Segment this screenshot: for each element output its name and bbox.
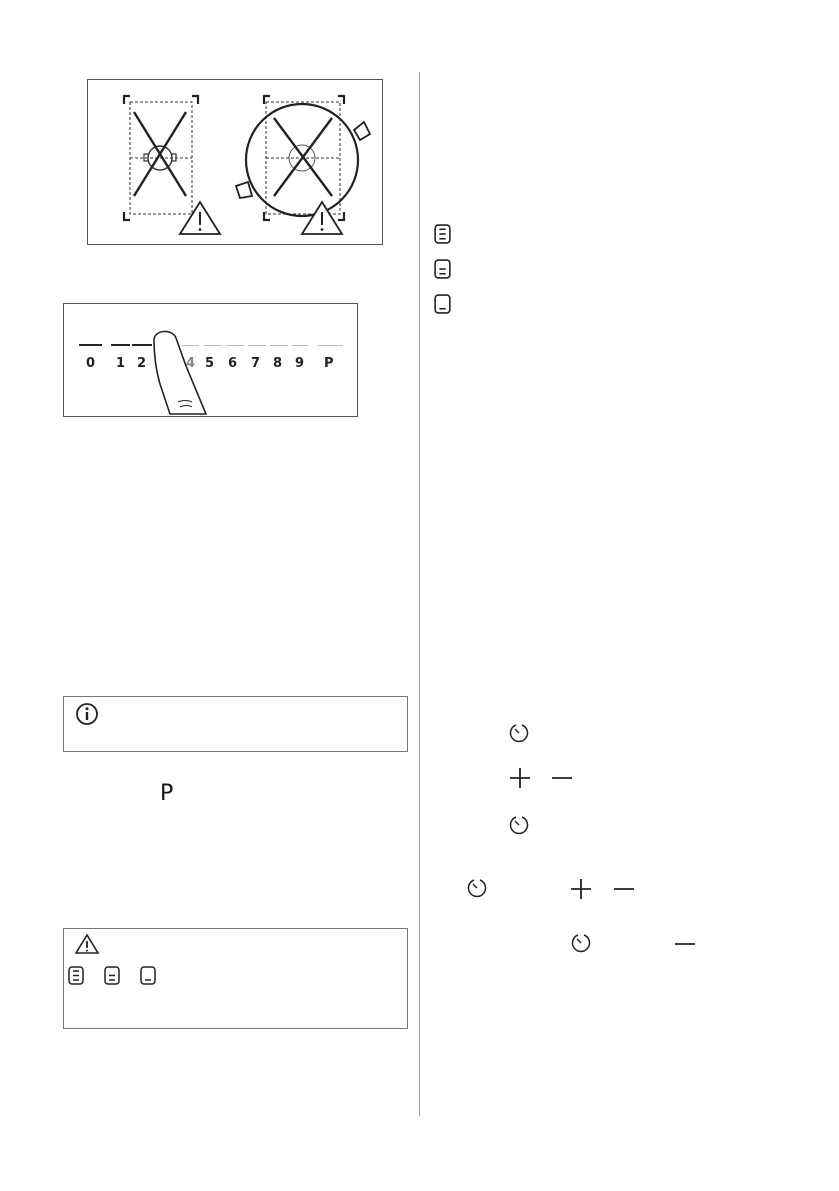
- minus-icon: [674, 933, 696, 955]
- residual-heat-low-icon: [434, 294, 451, 314]
- info-icon: [75, 702, 99, 726]
- level-label: 5: [205, 356, 215, 371]
- info-note: [63, 696, 408, 752]
- level-label: 4: [186, 356, 196, 371]
- incorrect-pan-illustration: [87, 79, 383, 245]
- level-dash-1: [111, 344, 130, 346]
- level-label: 2: [137, 356, 147, 371]
- plus-icon: [509, 767, 531, 789]
- level-dash-p: [318, 345, 343, 346]
- level-label: 8: [273, 356, 283, 371]
- warning-note: [63, 928, 408, 1029]
- timer-icon: [508, 814, 530, 836]
- timer-icon: [570, 932, 592, 954]
- warning-icon: [74, 933, 100, 955]
- level-label: 1: [116, 356, 126, 371]
- plus-icon: [570, 878, 592, 900]
- level-dash-7: [248, 345, 266, 346]
- column-divider: [419, 72, 420, 1116]
- residual-heat-medium-icon: [434, 259, 451, 279]
- residual-heat-medium-icon: [104, 966, 120, 985]
- residual-heat-high-icon: [434, 224, 451, 244]
- power-slider-illustration: [63, 303, 358, 417]
- level-label: 6: [228, 356, 238, 371]
- finger-icon: [148, 326, 218, 416]
- residual-heat-high-icon: [68, 966, 84, 985]
- level-dash-9: [292, 345, 308, 346]
- level-label: 7: [251, 356, 261, 371]
- residual-heat-low-icon: [140, 966, 156, 985]
- level-label: P: [324, 356, 334, 371]
- level-dash-0: [79, 344, 102, 346]
- minus-icon: [551, 767, 573, 789]
- timer-icon: [508, 722, 530, 744]
- minus-icon: [613, 878, 635, 900]
- level-label: 9: [295, 356, 305, 371]
- level-dash-8: [270, 345, 288, 346]
- level-label: 0: [86, 356, 96, 371]
- timer-icon: [466, 877, 488, 899]
- power-boost-symbol: P: [160, 781, 174, 806]
- level-dash-6: [226, 345, 244, 346]
